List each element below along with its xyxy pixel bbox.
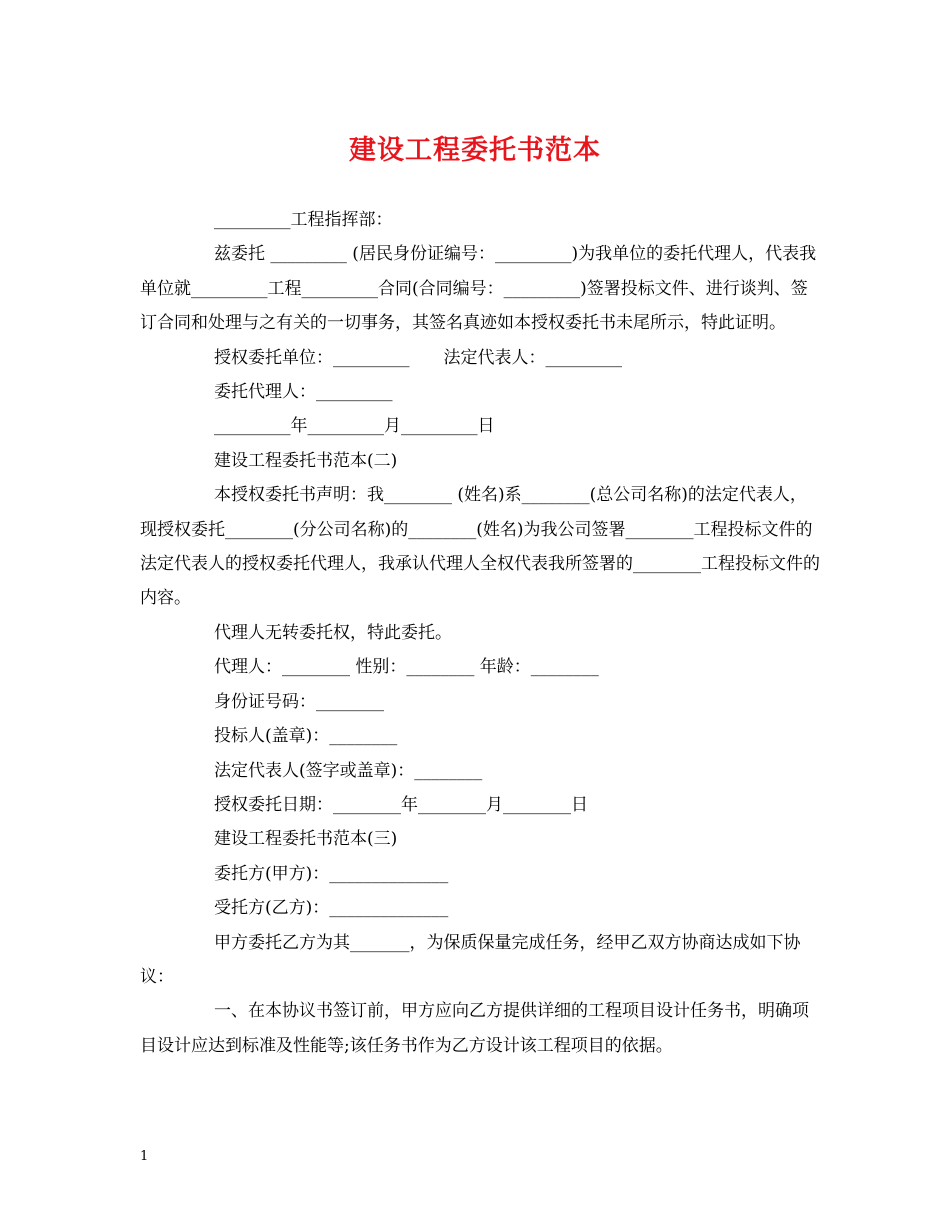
paragraph: _________工程指挥部：: [214, 210, 393, 230]
paragraph: 授权委托日期：________年________月________日: [214, 794, 588, 815]
document-title: 建设工程委托书范本: [349, 135, 601, 166]
paragraph: 身份证号码：________: [214, 691, 384, 712]
paragraph: 法定代表人(签字或盖章)：________: [214, 760, 483, 781]
paragraph: 甲方委托乙方为其_______，为保质保量完成任务，经甲乙双方协商达成如下协议：: [140, 932, 801, 987]
paragraph: 一、在本协议书签订前，甲方应向乙方提供详细的工程项目设计任务书，明确项目设计应达到标准及性能等;该任务书作为乙方设计该工程项目的依据。: [140, 1001, 809, 1056]
paragraph: 授权委托单位：_________ 法定代表人：_________: [214, 347, 622, 368]
paragraph: 兹委托 _________ (居民身份证编号：_________)为我单位的委托代理人，代表我单位就_________工程_________合同(合同编号：_________)签署投标文件、进行谈判、签订合同和处理与之有关的一切事务，其签名真迹如本授权委托书未尾所示，特此证明。: [140, 244, 817, 334]
page-number: 1: [140, 1149, 149, 1164]
paragraph: 委托方(甲方)：______________: [214, 863, 449, 884]
paragraph: 代理人：________ 性别：________ 年龄：________: [214, 657, 599, 678]
paragraph: 代理人无转委托权，特此委托。: [214, 622, 452, 643]
paragraph: 委托代理人：_________: [214, 382, 393, 403]
section-heading: 建设工程委托书范本(三): [214, 829, 398, 850]
section-heading: 建设工程委托书范本(二): [214, 450, 398, 471]
paragraph: 受托方(乙方)：______________: [214, 898, 449, 919]
paragraph: 本授权委托书声明：我________ (姓名)系________(总公司名称)的法定代表人，现授权委托________(分公司名称)的________(姓名)为我公司签署________工程投标文件的法定代表人的授权委托代理人，我承认代理人全权代表我所签署的________工程投标文件的内容。: [140, 485, 820, 609]
paragraph: _________年_________月_________日: [214, 416, 495, 437]
document-body: [140, 203, 820, 1063]
paragraph: 投标人(盖章)：________: [214, 726, 398, 747]
